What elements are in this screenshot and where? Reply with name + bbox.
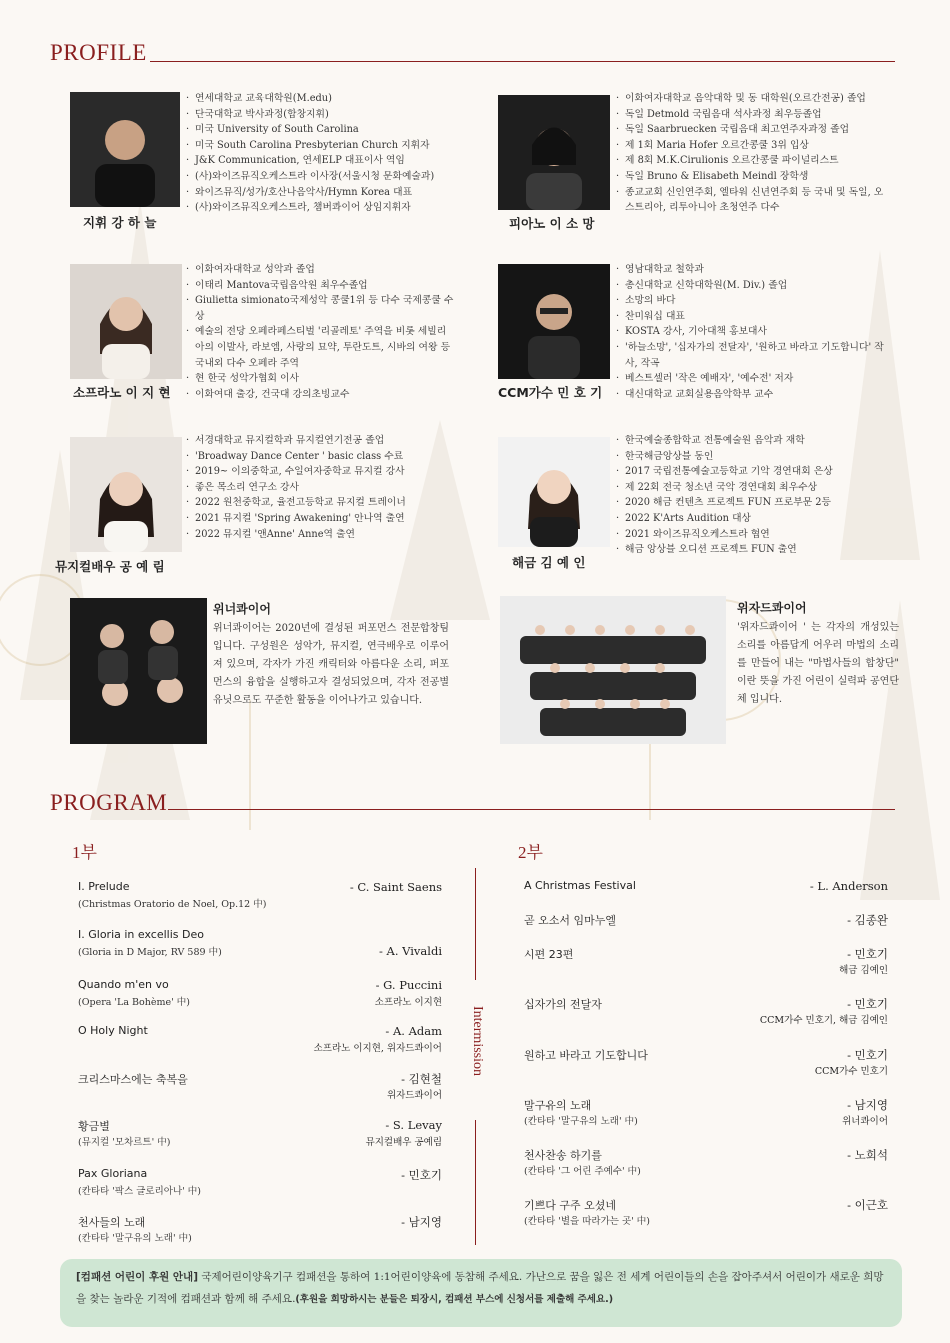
- musical-actor-photo: [70, 437, 182, 552]
- bio-haegeum-player: [616, 433, 886, 558]
- program-item: [524, 946, 888, 978]
- bio-item: · 미국 University of South Carolina: [186, 122, 451, 138]
- program-item-composer: - C. Saint Saens: [349, 880, 442, 894]
- caption-pianist: 피아노 이 소 망: [509, 216, 595, 231]
- bio-conductor: [186, 91, 451, 216]
- program-item-composer: - 민호기: [847, 1048, 888, 1062]
- program-item-title: Pax Gloriana: [78, 1167, 148, 1180]
- bio-item: · 찬미워십 대표: [616, 309, 886, 325]
- program-item: [524, 996, 888, 1028]
- bio-item: · 이화여자대학교 성악과 졸업: [186, 262, 454, 278]
- program-item-title: 천사들의 노래: [78, 1216, 146, 1229]
- program-item-source: (칸타타 '별을 따라가는 곳' 中): [524, 1216, 650, 1227]
- program-item: [78, 1214, 442, 1246]
- compassion-notice: [60, 1259, 902, 1327]
- bio-item: · 독일 Saarbruecken 국립음대 최고연주자과정 졸업: [616, 122, 886, 138]
- program-item-performer: 뮤지컬배우 공예림: [365, 1137, 442, 1148]
- bio-item: · (사)와이즈뮤직오케스트라 이사장(서울시청 문화예술과): [186, 169, 451, 185]
- program-item-performer: 소프라노 이지현, 위자드콰이어: [313, 1043, 442, 1054]
- program-item-performer: 해금 김예인: [839, 965, 888, 976]
- bio-item: · 소망의 바다: [616, 293, 886, 309]
- program-item-source: (칸타타 '말구유의 노래' 中): [78, 1233, 192, 1244]
- program-item-title: 십자가의 전달자: [524, 998, 602, 1011]
- program-item: [524, 1197, 888, 1229]
- haegeum-player-photo: [498, 437, 610, 547]
- bio-item: · 현 한국 성악가협회 이사: [186, 371, 454, 387]
- program-item: [524, 912, 888, 944]
- bio-item: · 와이즈뮤직/성가/호산나음악사/Hymn Korea 대표: [186, 185, 451, 201]
- program-item-source: (칸타타 '그 어린 주예수' 中): [524, 1166, 641, 1177]
- program-item: [524, 1047, 888, 1079]
- program-item-composer: - 민호기: [401, 1168, 442, 1182]
- bio-item: · 좋은 목소리 연구소 강사: [186, 480, 451, 496]
- program-item: [524, 879, 888, 911]
- program-item: [78, 880, 442, 912]
- program-item-source: (Christmas Oratorio de Noel, Op.12 中): [78, 899, 267, 910]
- program-item-composer: - 노희석: [847, 1148, 888, 1162]
- bio-soprano: [186, 262, 454, 402]
- program-item: [524, 1097, 888, 1129]
- bio-item: · Giulietta simionato국제성악 콩쿨1위 등 다수 국제콩쿨 수상: [186, 293, 454, 324]
- program-item-title: 천사찬송 하기를: [524, 1149, 602, 1162]
- soprano-photo: [70, 264, 182, 379]
- program-item-source: (뮤지컬 '모차르트' 中): [78, 1137, 171, 1148]
- program-item-title: 시편 23편: [524, 948, 574, 961]
- program-item: [78, 928, 442, 960]
- caption-ccm-singer: CCM가수 민 호 기: [498, 385, 603, 400]
- bio-item: · 이화여자대학교 음악대학 및 동 대학원(오르간전공) 졸업: [616, 91, 886, 107]
- program-item-title: A Christmas Festival: [524, 879, 636, 892]
- bio-item: · 제 8회 M.K.Cirulionis 오르간콩쿨 파이널리스트: [616, 153, 886, 169]
- program-item-composer: - S. Levay: [385, 1118, 442, 1132]
- bio-item: · 연세대학교 교육대학원(M.edu): [186, 91, 451, 107]
- intermission-line-bottom: [475, 1120, 476, 1245]
- bio-item: · (사)와이즈뮤직오케스트라, 챔버콰이어 상임지휘자: [186, 200, 451, 216]
- program-item-performer: 소프라노 이지현: [374, 997, 442, 1008]
- notice-heading: [컴패션 어린이 후원 안내]: [76, 1271, 198, 1283]
- bio-item: · 2022 K'Arts Audition 대상: [616, 511, 886, 527]
- program-divider: [168, 809, 895, 810]
- program-item-composer: - L. Anderson: [809, 879, 888, 893]
- caption-haegeum-player: 해금 김 예 인: [512, 555, 586, 570]
- program-item-composer: - 김현철: [401, 1072, 442, 1086]
- bio-item: · 종교교회 신인연주회, 엘타워 신년연주회 등 국내 및 독일, 오스트리아, 리투아니아 초청연주 다수: [616, 185, 886, 216]
- program-item-title: 원하고 바라고 기도합니다: [524, 1049, 648, 1062]
- program-title: PROGRAM: [50, 790, 168, 815]
- program-item-composer: - A. Vivaldi: [378, 944, 442, 958]
- profile-title: PROFILE: [50, 40, 147, 65]
- bio-item: · 독일 Bruno & Elisabeth Meindl 장학생: [616, 169, 886, 185]
- program-item-title: 크리스마스에는 축복을: [78, 1073, 188, 1086]
- program-item-source: (칸타타 '말구유의 노래' 中): [524, 1116, 638, 1127]
- caption-soprano: 소프라노 이 지 현: [73, 385, 171, 400]
- bio-item: · 'Broadway Dance Center ' basic class 수료: [186, 449, 451, 465]
- program-item-performer: CCM가수 민호기: [814, 1066, 888, 1077]
- program-item-composer: - 남지영: [401, 1215, 442, 1229]
- bio-item: · 이화여대 출강, 건국대 강의초빙교수: [186, 387, 454, 403]
- program-item-performer: CCM가수 민호기, 해금 김예인: [759, 1015, 888, 1026]
- bio-item: · 2021 와이즈뮤직오케스트라 협연: [616, 527, 886, 543]
- bio-pianist: [616, 91, 886, 216]
- program-item-title: 곧 오소서 임마누엘: [524, 914, 617, 927]
- intermission-line-top: [475, 868, 476, 980]
- bio-item: · 미국 South Carolina Presbyterian Church 지휘자: [186, 138, 451, 154]
- program-item: [78, 1118, 442, 1150]
- program-item-title: I. Gloria in excellis Deo: [78, 928, 204, 941]
- bio-item: · 제 1회 Maria Hofer 오르간콩쿨 3위 입상: [616, 138, 886, 154]
- program-item-title: 말구유의 노래: [524, 1099, 592, 1112]
- wizard-choir-photo: [500, 596, 726, 744]
- program-item-performer: 위자드콰이어: [386, 1090, 442, 1101]
- bio-item: · 예술의 전당 오페라페스티벌 '리골레토' 주역을 비롯 세빌리아의 이발사, 라보엠, 사랑의 묘약, 투란도트, 시바의 여왕 등 국내외 다수 오페라 주역: [186, 324, 454, 371]
- bio-item: · 2020 해금 컨텐츠 프로젝트 FUN 프로부문 2등: [616, 495, 886, 511]
- program-item-composer: - 민호기: [847, 947, 888, 961]
- bio-item: · 단국대학교 박사과정(합창지휘): [186, 107, 451, 123]
- bio-item: · 해금 앙상블 오디션 프로젝트 FUN 출연: [616, 542, 886, 558]
- program-item-performer: 위너콰이어: [842, 1116, 888, 1127]
- notice-text: 국제어린이양육기구 컴패션을 통하여 1:1어린이양육에 동참해 주세요. 가난으로 꿈을 잃은 전 세계 어린이들의 손을 잡아주셔서 어린이가 새로운 희망을 찾는 놀라운 기적에 컴패션과 함께 해 주세요.: [76, 1271, 884, 1305]
- program-item-composer: - A. Adam: [385, 1024, 442, 1038]
- pianist-photo: [498, 95, 610, 210]
- program-item-title: O Holy Night: [78, 1024, 148, 1037]
- bio-item: · 2022 원천중학교, 율전고등학교 뮤지컬 트레이너: [186, 495, 451, 511]
- caption-conductor: 지휘 강 하 늘: [83, 215, 157, 230]
- program-item-composer: - 김종완: [847, 913, 888, 927]
- program-item: [78, 978, 442, 1010]
- bio-item: · 영남대학교 철학과: [616, 262, 886, 278]
- bio-item: · 한국해금앙상블 동인: [616, 449, 886, 465]
- bio-ccm-singer: [616, 262, 886, 402]
- program-item: [524, 1147, 888, 1179]
- program-item-composer: - 이근호: [847, 1198, 888, 1212]
- bio-item: · 2021 뮤지컬 'Spring Awakening' 안나역 출연: [186, 511, 451, 527]
- program-item-title: Quando m'en vo: [78, 978, 169, 991]
- bio-musical-actor: [186, 433, 451, 542]
- program-item: [78, 1024, 442, 1056]
- program-item-title: I. Prelude: [78, 880, 130, 893]
- bio-item: · '하늘소망', '십자가의 전달자', '원하고 바라고 기도합니다' 작사, 작곡: [616, 340, 886, 371]
- program-item-title: 황금별: [78, 1120, 110, 1133]
- program-item-title: 기쁘다 구주 오셨네: [524, 1199, 617, 1212]
- program-item: [78, 1167, 442, 1199]
- bio-item: · 대신대학교 교회실용음악학부 교수: [616, 387, 886, 403]
- bio-item: · 제 22회 전국 청소년 국악 경연대회 최우수상: [616, 480, 886, 496]
- bio-item: · 한국예술종합학교 전통예술원 음악과 재학: [616, 433, 886, 449]
- bio-item: · KOSTA 강사, 기아대책 홍보대사: [616, 324, 886, 340]
- bio-item: · 서경대학교 뮤지컬학과 뮤지컬연기전공 졸업: [186, 433, 451, 449]
- program-item-source: (Opera 'La Bohème' 中): [78, 997, 190, 1008]
- notice-emphasis: (후원을 희망하시는 분들은 퇴장시, 컴패션 부스에 신청서를 제출해 주세요.): [295, 1294, 614, 1305]
- bio-item: · 총신대학교 신학대학원(M. Div.) 졸업: [616, 278, 886, 294]
- winner-choir-photo: [70, 598, 207, 744]
- bio-item: · 독일 Detmold 국립음대 석사과정 최우등졸업: [616, 107, 886, 123]
- bio-item: · 2019~ 이의중학교, 수일여자중학교 뮤지컬 강사: [186, 464, 451, 480]
- bio-item: · J&K Communication, 연세ELP 대표이사 역임: [186, 153, 451, 169]
- bio-item: · 베스트셀러 '작은 예배자', '예수전' 저자: [616, 371, 886, 387]
- wizard-choir-name: 위자드콰이어: [737, 601, 807, 615]
- bio-item: · 2022 뮤지컬 '앤Anne' Anne역 출연: [186, 527, 451, 543]
- program-item-composer: - 민호기: [847, 997, 888, 1011]
- wizard-choir-desc: '위자드콰이어 ' 는 각자의 개성있는 소리를 아름답게 어우러 마법의 소리를 만들어 내는 "마법사들의 합창단" 이란 뜻을 가진 어린이 실력파 공연단체 입니다.: [737, 622, 899, 705]
- bio-item: · 2017 국립전통예술고등학교 기악 경연대회 은상: [616, 464, 886, 480]
- program-item-composer: - G. Puccini: [375, 978, 442, 992]
- part1-label: 1부: [72, 843, 97, 862]
- program-item-source: (칸타타 '팍스 글로리아나' 中): [78, 1186, 201, 1197]
- conductor-photo: [70, 92, 180, 207]
- winner-choir-desc: 위너콰이어는 2020년에 결성된 퍼포먼스 전문합창팀입니다. 구성원은 성악가, 뮤지컬, 연극배우로 이루어져 있으며, 각자가 가진 캐릭터와 아름다운 소리, 퍼포먼스의 융합을 실행하고자 결성되었으며, 각자 전공별 유닛으로도 꾸준한 활동을 이어나가고 있습니다.: [213, 623, 449, 706]
- profile-divider: [150, 61, 895, 62]
- winner-choir-name: 위너콰이어: [213, 602, 271, 616]
- part2-label: 2부: [518, 843, 543, 862]
- program-item-source: (Gloria in D Major, RV 589 中): [78, 947, 222, 958]
- ccm-singer-photo: [498, 264, 610, 379]
- program-item-composer: - 남지영: [847, 1098, 888, 1112]
- program-item: [78, 1071, 442, 1103]
- bio-item: · 이태리 Mantova국립음악원 최우수졸업: [186, 278, 454, 294]
- caption-musical-actor: 뮤지컬배우 공 예 림: [55, 559, 165, 574]
- intermission-label: Intermission: [470, 1006, 485, 1076]
